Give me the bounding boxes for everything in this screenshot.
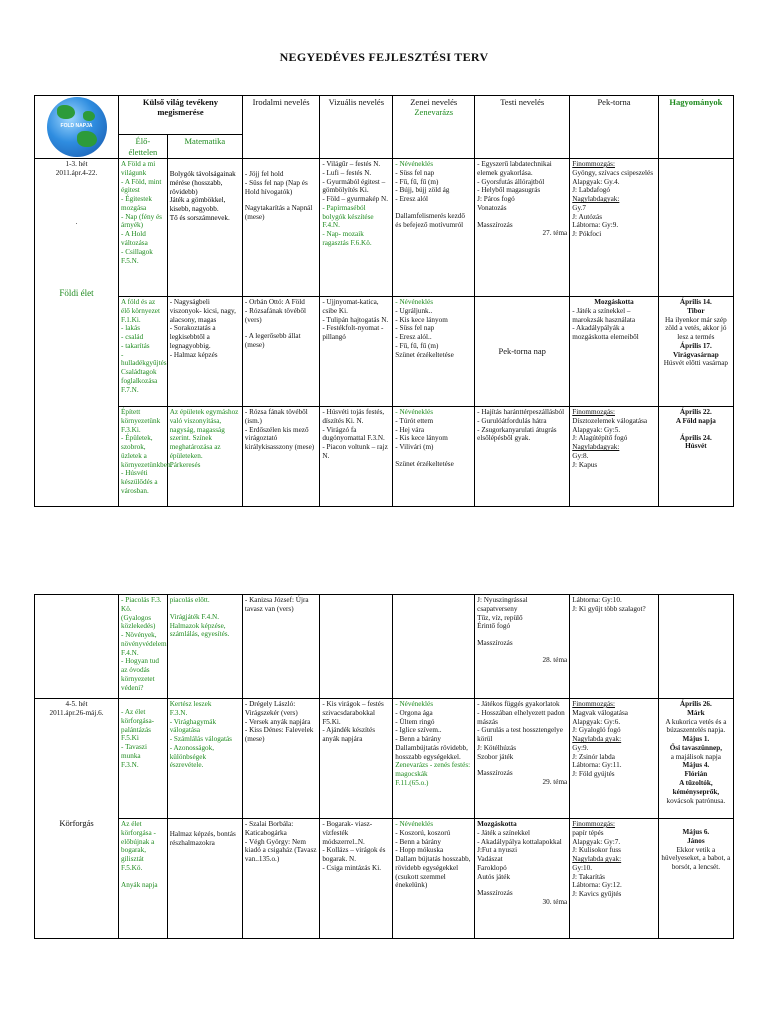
week-line: [37, 226, 116, 288]
cell-zenei: - Névéneklés - Orgona ága - Ültem ringó - Iglice szívem.. - Benn a bárány Dallambújtatás rövidebb, hosszabb egységekkel. Zenevarázs - zenés festés: magocskák F.11.(65.o.): [393, 699, 475, 819]
cell-elo: Épített környezetünk F.3.Ki. - Épületek, szobrok, üzletek a környezetünkben. - Húsvéti készülődés a városban.: [119, 407, 168, 507]
cell-pek: Mozgáskotta - Játék a színekkel – marokzsák használata - Akadálypályák a mozgáskotta elemeiből: [570, 297, 658, 407]
cell-mat: Az épületek egymáshoz való viszonyítása, nagyság, magasság szerint. Színek meghatározása az épületeken. Párkeresés: [167, 407, 242, 507]
cell-elo: Az élet körforgása - előbújnak a bogarak, gilisztát F.5.Kö. Anyák napja: [119, 819, 168, 939]
header-kulso-vilag: Külső világ tevékeny megismerése: [119, 96, 243, 135]
table-row: [35, 159, 734, 297]
cell-hagy: Május 6. János Ekkor vetik a hüvelyeseket, a babot, a borsót, a lencsét.: [658, 819, 733, 939]
plan-table-2: [34, 594, 734, 939]
header-elo-elettelen: Élő- élettelen: [119, 135, 168, 159]
cell-hagy: [658, 159, 733, 297]
week-line: 1-3. hét: [65, 160, 88, 168]
cell-pek: Lábtorna: Gy:10. J: Ki gyűjt több szalagot?: [570, 595, 658, 699]
globe-icon: [47, 97, 107, 157]
cell-viz: - Világűr – festés N. - Lufi – festés N. - Gyurmából égitest – gömbölyítés Ki. - Föld – gyurmakép N. - Papírmaséból bolygók készítése F.4.N. - Nap- mozaik ragasztás F.6.Kö.: [320, 159, 393, 297]
cell-irod: - Orbán Ottó: A Föld - Rózsafának tövéből (vers) - A legerősebb állat (mese): [242, 297, 319, 407]
cell-testi: - Hajítás haránttérpeszállásból - Gurulóátfordulás hátra - Zsugorkanyarulati átugrás elsőlépésből gyak.: [475, 407, 570, 507]
tema-label: 27. téma: [542, 229, 568, 238]
cell-hagy: Április 22. A Föld napja Április 24. Húsvét: [658, 407, 733, 507]
header-zenevarazs-label: Zenevarázs: [414, 107, 454, 118]
table-row: [35, 819, 734, 939]
header-vizualis: Vizuális nevelés: [320, 96, 393, 159]
header-zenei: [393, 96, 475, 159]
plan-table-1: [34, 95, 734, 507]
header-matematika: Matematika: [167, 135, 242, 159]
cell-zenei: - Névéneklés - Ugráljunk.. - Kis kece lányom - Süss fel nap - Eresz alól.. - Fű, fű, fű (m) Szünet érzékeltetése: [393, 297, 475, 407]
cell-testi: Mozgáskotta - Játék a színekkel - Akadálypálya kottalapokkal J:Fut a nyuszi Vadászat Faroklopó Autós játék Masszírozás 30. téma: [475, 819, 570, 939]
header-testi: Testi nevelés: [475, 96, 570, 159]
cell-irod: - Drégely László: Virágszekér (vers) - Versek anyák napjára - Kiss Dénes: Falevelek (mese): [242, 699, 319, 819]
cell-pek: Finommozgás: Gyöngy, szívacs csipeszelés Alapgyak: Gy.4. J: Labdafogó Nagylabdagyak: Gy.7 J: Autózás Lábtorna: Gy:9. J: Pókfoci: [570, 159, 658, 297]
cell-testi: - Egyszerű labdatechnikai elemek gyakorlása. - Gyorsfutás állórajtból - Helyből magasugrás J: Páros fogó Vonatozás Masszírozás 27. téma: [475, 159, 570, 297]
week-line: [37, 178, 116, 218]
cell-irod: - Kanizsa József: Újra tavasz van (vers): [242, 595, 319, 699]
week-cell: [35, 159, 119, 507]
cell-zenei: [393, 595, 475, 699]
header-hagyomanyok: Hagyományok: [658, 96, 733, 159]
week-theme: Földi élet: [59, 288, 94, 299]
logo-text: FOLD NAPJA: [60, 123, 93, 129]
cell-viz: - Bogarak- viasz-vízfesték módszerrel..N. - Kollázs – virágok és bogarak. N. - Csiga mintázás Ki.: [320, 819, 393, 939]
tema-label: 29. téma: [542, 778, 568, 787]
cell-pek: Finommozgás: Dísztozelemek válogatása Alapgyak: Gy:5. J: Alagútépítő fogó Nagylabdagyak: Gy:8. J: Kapus: [570, 407, 658, 507]
cell-mat: Kertész leszek F.3.N. - Virághagymák válogatása - Számlálás válogatás - Azonosságok, különbségek észrevétele.: [167, 699, 242, 819]
week-line: .: [75, 217, 78, 226]
cell-testi: Pek-torna nap: [475, 297, 570, 407]
cell-hagy: Április 14. Tibor Ha ilyenkor már szép zöld a vetés, akkor jó lesz a termés Április 17. Virágvasárnap Húsvét előtti vasárnap: [658, 297, 733, 407]
cell-zenei: - Névéneklés - Süss fel nap - Fű, fű, fű (m) - Bújj, bújj zöld ág - Eresz alól Dallamfelismerés kezdő és befejező motívumról: [393, 159, 475, 297]
header-zenei-label: Zenei nevelés: [410, 97, 458, 107]
table-row: [35, 595, 734, 699]
week-cell: 4-5. hét 2011.ápr.26-máj.6. Körforgás: [35, 699, 119, 939]
cell-hagy: [658, 595, 733, 699]
cell-mat: piacolás előtt. Virágjáték F.4.N. Halmazok képzése, számlálás, egyesítés.: [167, 595, 242, 699]
page-title: NEGYEDÉVES FEJLESZTÉSI TERV: [279, 50, 489, 64]
tema-label: 28. téma: [542, 655, 568, 664]
cell-mat: - Nagyságbeli viszonyok- kicsi, nagy, alacsony, magas - Sorakoztatás a legkisebbtől a legnagyobbig. - Halmaz képzés: [167, 297, 242, 407]
cell-mat: Halmaz képzés, bontás részhalmazokra: [167, 819, 242, 939]
cell-testi: J: Nyuszingrással csapatverseny Tűz, víz, repülő Érintő fogó Masszírozás 28. téma: [475, 595, 570, 699]
cell-viz: [320, 595, 393, 699]
week-theme: Körforgás: [59, 817, 94, 828]
cell-elo: - Az élet körforgása-palántázás F.5.Ki - Tavaszi munka F.3.N.: [119, 699, 168, 819]
cell-mat: Bolygók távolságainak mérése (hosszabb, rövidebb) Játék a gömbökkel, kisebb, nagyobb. Tő és sorszámnevek.: [167, 159, 242, 297]
logo-cell: [35, 96, 119, 159]
cell-zenei: - Névéneklés - Túrót ettem - Hej vára - Kis kece lányom - Vilivári (m) Szünet érzékeltetése: [393, 407, 475, 507]
cell-elo: - Piacolás F.3. Kö. (Gyalogos közlekedés) - Növények, növényvédelem F.4.N. - Hogyan tud az óvodás környezetet védeni?: [119, 595, 168, 699]
cell-elo: A föld és az élő környezet F.1.Ki. - lakás - család - takarítás - hulladékgyűjtés Családtagok foglalkozása F.7.N.: [119, 297, 168, 407]
cell-pek: Finommozgás: Magvak válogatása Alapgyak: Gy:6. J: Gyalogló fogó Nagylabda gyak: Gy:9. J: Zsinór labda Lábtorna: Gy:11. J: Föld gyújtés: [570, 699, 658, 819]
table-row: [35, 297, 734, 407]
week-line: 2011.ápr.4-22.: [55, 168, 98, 177]
header-irodalmi: Irodalmi nevelés: [242, 96, 319, 159]
cell-viz: - Ujjnyomat-katica, csibe Ki. - Tulipán hajtogatás N. - Festékfolt-nyomat - pillangó: [320, 297, 393, 407]
cell-viz: - Kis virágok – festés szivacsdarabokkal F5.Ki. - Ajándék készítés anyák napjára: [320, 699, 393, 819]
cell-hagy: Április 26. Márk A kukorica vetés és a búzaszentelés napja. Május 1. Ősi tavaszünnep, a majálisok napja Május 4. Flórián A tűzoltók, kéményseprők, kovácsok patrónusa.: [658, 699, 733, 819]
week-cell: [35, 595, 119, 699]
table-row: [35, 407, 734, 507]
header-row: [35, 96, 734, 135]
cell-irod: - Szalai Borbála: Katicabogárka - Végh György: Nem kiadó a csigaház (Tavasz van..135.o.): [242, 819, 319, 939]
cell-pek: Finommozgás: papír tépés Alapgyak: Gy:7. J: Kulisokor fuss Nagylabda gyak: Gy:10. J: Takarítás Lábtorna: Gy:12. J: Kavics gyűjtés: [570, 819, 658, 939]
cell-zenei: - Névéneklés - Koszorú, koszorú - Benn a bárány - Hopp mókuska Dallam bújtatás hosszabb, rövidebb egységekkel (csukott szemmel énekelünk): [393, 819, 475, 939]
cell-irod: - Jöjj fel hold - Süss fel nap (Nap és Hold hívogatók) Nagytakarítás a Napnál (mese): [242, 159, 319, 297]
cell-viz: - Húsvéti tojás festés, díszítés Ki. N. - Virágzó fa dugónyomattal F.3.N. - Piacon voltunk – rajz N.: [320, 407, 393, 507]
cell-elo: A Föld a mi világunk - A Föld, mint égitest - Égitestek mozgása - Nap (fény és árnyék) - A Hold változása - Csillagok F.5.N.: [119, 159, 168, 297]
cell-irod: - Rózsa fának tövéből (ism.) - Erdőszélen kis mező virágoztató királykisasszony (mese): [242, 407, 319, 507]
cell-testi: - Játékos függés gyakorlatok - Hosszában elhelyezett padon mászás - Gurulás a test hossztengelye körül J: Kötélhúzás Szobor játék Masszírozás 29. téma: [475, 699, 570, 819]
tema-label: 30. téma: [542, 898, 568, 907]
table-row: [35, 699, 734, 819]
header-pektorna: Pek-torna: [570, 96, 658, 159]
